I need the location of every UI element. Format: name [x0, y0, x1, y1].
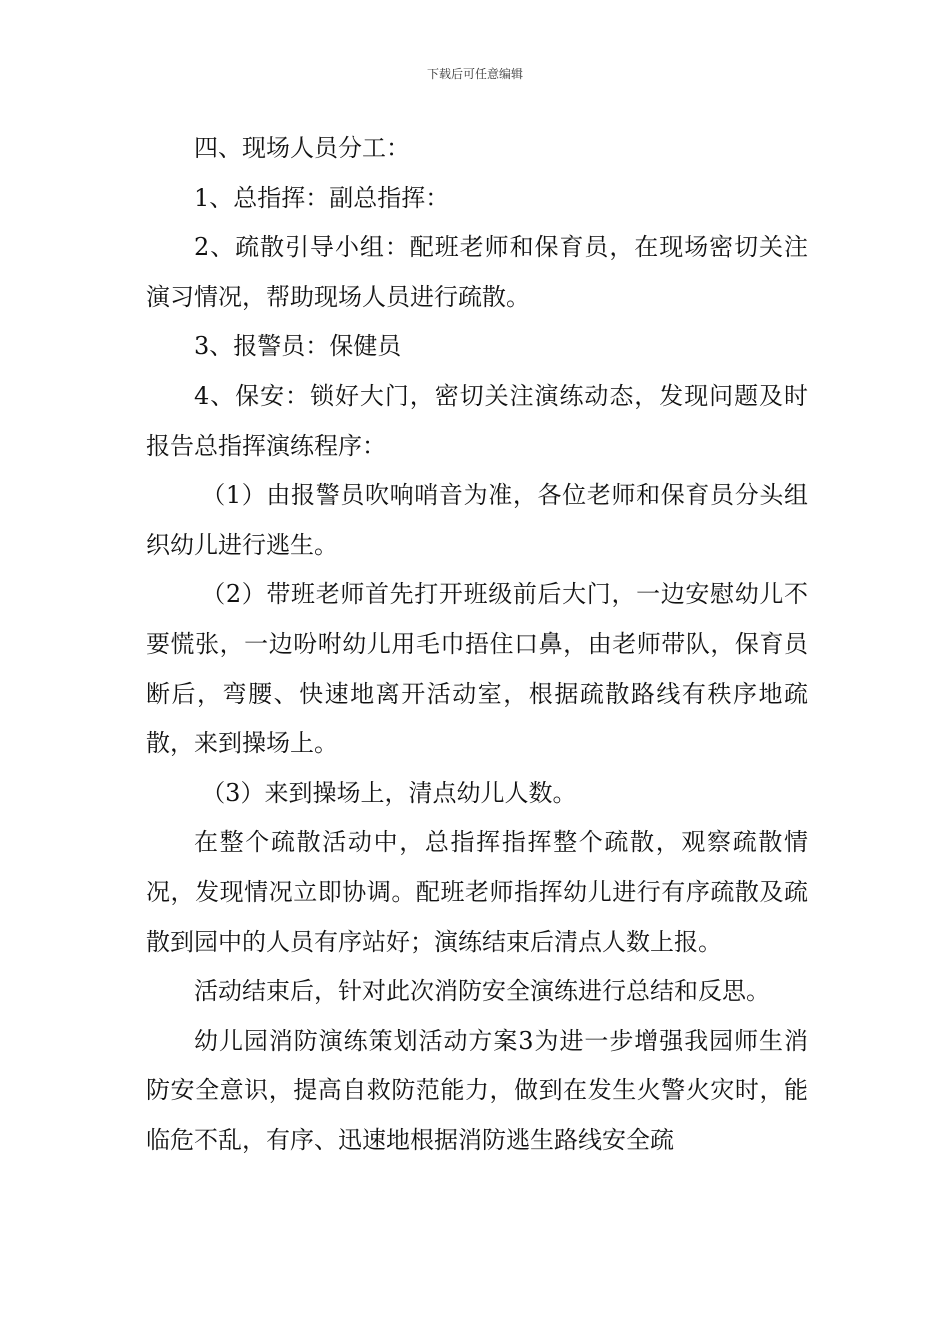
- paragraph-summary: 活动结束后，针对此次消防安全演练进行总结和反思。: [194, 977, 770, 1006]
- paragraph-alarm-officer: 3、报警员：保健员: [194, 332, 402, 361]
- document-body: [146, 124, 808, 1165]
- paragraph-commander: 1、总指挥：副总指挥：: [194, 183, 450, 212]
- section-heading-staff-division: 四、现场人员分工：: [194, 134, 410, 162]
- paragraph-step-3: （3）来到操场上，清点幼儿人数。: [201, 778, 577, 807]
- paragraph-plan-3: 幼儿园消防演练策划活动方案3为进一步增强我园师生消防安全意识，提高自救防范能力，做到在发生火警火灾时，能临危不乱，有序、迅速地根据消防逃生路线安全疏: [146, 1026, 808, 1154]
- page-header: 下载后可任意编辑: [426, 67, 523, 81]
- paragraph-security: 4、保安：锁好大门，密切关注演练动态，发现问题及时报告总指挥演练程序：: [146, 381, 808, 460]
- paragraph-overall-evacuation: 在整个疏散活动中，总指挥指挥整个疏散，观察疏散情况，发现情况立即协调。配班老师指挥幼儿进行有序疏散及疏散到园中的人员有序站好；演练结束后清点人数上报。: [146, 828, 808, 956]
- paragraph-evacuation-group: 2、疏散引导小组：配班老师和保育员，在现场密切关注演习情况，帮助现场人员进行疏散。: [146, 233, 808, 311]
- paragraph-step-1: （1）由报警员吹响哨音为准，各位老师和保育员分头组织幼儿进行逃生。: [146, 481, 808, 559]
- paragraph-step-2: （2）带班老师首先打开班级前后大门，一边安慰幼儿不要慌张，一边吩咐幼儿用毛巾捂住口鼻，由老师带队，保育员断后，弯腰、快速地离开活动室，根据疏散路线有秩序地疏散，来到操场上。: [146, 580, 808, 758]
